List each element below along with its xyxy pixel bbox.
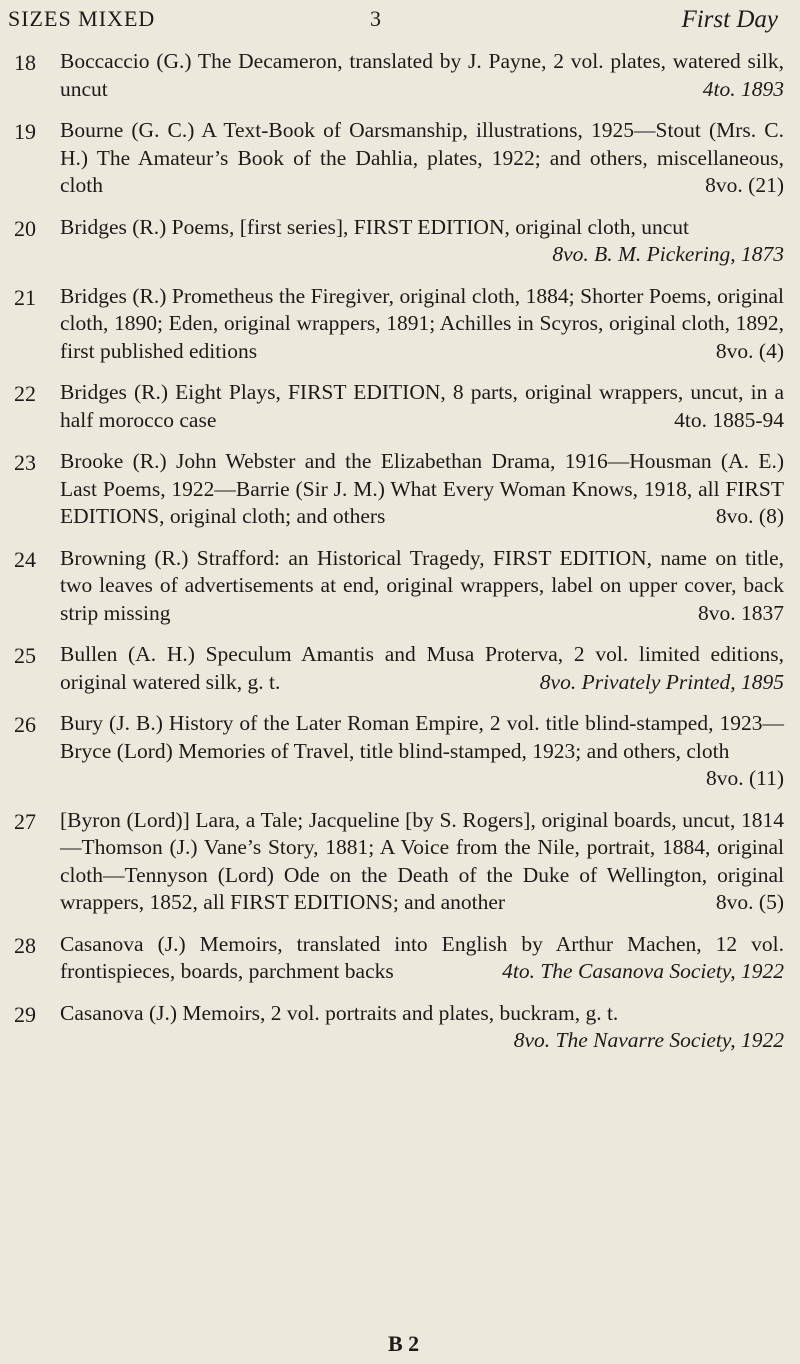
lot-text: Brooke (R.) John Webster and the Elizabethan Drama, 1916—Housman (A. E.) Last Poems, 1922—Barrie (Sir J. M.) What Every Woman Knows, 1918, all FIRST EDITIONS, original cloth; and others (60, 449, 784, 528)
lot-text: Bridges (R.) Poems, [first series], FIRST EDITION, original cloth, uncut (60, 214, 689, 239)
lot-entry (14, 807, 784, 917)
lot-format: 8vo. (8) (715, 504, 784, 528)
lot-description (60, 641, 784, 696)
lot-number: 18 (14, 50, 36, 75)
lot-text: Bury (J. B.) History of the Later Roman Empire, 2 vol. title blind-stamped, 1923—Bryce (Lord) Memories of Travel, title blind-stamped, 1923; and others, cloth (60, 711, 784, 763)
lot-description (60, 48, 784, 103)
lot-number: 24 (14, 546, 36, 572)
lot-description (60, 448, 784, 531)
lot-format: 8vo. (4) (715, 338, 784, 363)
lot-entry (14, 710, 784, 793)
lot-number: 29 (14, 1001, 36, 1027)
lot-text: Bourne (G. C.) A Text-Book of Oarsmanship, illustrations, 1925—Stout (Mrs. C. H.) The Amateur’s Book of the Dahlia, plates, 1922; and others, miscellaneous, cloth (60, 118, 784, 197)
lot-entry (14, 283, 784, 366)
lot-entry (14, 48, 784, 103)
lot-entry (14, 545, 784, 628)
lot-description (60, 283, 784, 366)
lot-number: 22 (14, 381, 36, 406)
lot-description (60, 807, 784, 917)
header-section-title: SIZES MIXED (8, 6, 156, 31)
lot-text: Casanova (J.) Memoirs, 2 vol. portraits and plates, buckram, g. t. (60, 1000, 619, 1025)
lot-number: 26 (14, 712, 36, 737)
lot-text: Bridges (R.) Prometheus the Firegiver, original cloth, 1884; Shorter Poems, original cloth, 1890; Eden, original wrappers, 1891; Achilles in Scyros, original cloth, 1892, first published editions (60, 283, 784, 363)
lot-format: 8vo. Privately Printed, 1895 (539, 669, 784, 694)
lot-entry (14, 931, 784, 986)
lot-description (60, 1000, 784, 1055)
header-sale-day: First Day (681, 6, 778, 33)
lot-format: 8vo. (5) (715, 890, 784, 914)
lot-description (60, 117, 784, 200)
lot-format: 8vo. (21) (705, 173, 784, 197)
lot-text: Bridges (R.) Eight Plays, FIRST EDITION, 8 parts, original wrappers, uncut, in a half morocco case (60, 380, 784, 432)
lot-entry (14, 214, 784, 269)
lot-text: [Byron (Lord)] Lara, a Tale; Jacqueline [by S. Rogers], original boards, uncut, 1814—Thomson (J.) Vane’s Story, 1881; A Voice from the Nile, portrait, 1884, original cloth—Tennyson (Lord) Ode on the Death of the Duke of Wellington, original wrappers, 1852, all FIRST EDITIONS; and another (60, 807, 784, 914)
lot-number: 27 (14, 808, 36, 834)
lot-description (60, 931, 784, 986)
lot-format: 8vo. (11) (705, 766, 784, 790)
lot-format: 8vo. 1837 (698, 600, 784, 625)
lot-list (14, 48, 784, 1069)
lot-number: 19 (14, 119, 36, 144)
lot-format: 8vo. B. M. Pickering, 1873 (552, 242, 784, 266)
lot-format: 4to. 1893 (702, 76, 784, 101)
lot-description (60, 710, 784, 793)
lot-text: Boccaccio (G.) The Decameron, translated by J. Payne, 2 vol. plates, watered silk, uncut (60, 49, 784, 101)
lot-number: 25 (14, 643, 36, 668)
lot-description (60, 545, 784, 628)
lot-text: Bullen (A. H.) Speculum Amantis and Musa Proterva, 2 vol. limited editions, original watered silk, g. t. (60, 642, 784, 694)
lot-text: Casanova (J.) Memoirs, translated into English by Arthur Machen, 12 vol. frontispieces, boards, parchment backs (60, 931, 784, 983)
page-header (8, 6, 778, 36)
lot-number: 21 (14, 284, 36, 310)
signature-mark: B 2 (388, 1331, 420, 1356)
lot-entry (14, 641, 784, 696)
lot-format: 8vo. The Navarre Society, 1922 (513, 1028, 784, 1052)
lot-number: 20 (14, 215, 36, 241)
lot-text: Browning (R.) Strafford: an Historical Tragedy, FIRST EDITION, name on title, two leaves of advertisements at end, original wrappers, label on upper cover, back strip missing (60, 545, 784, 625)
lot-number: 23 (14, 450, 36, 475)
header-page-number: 3 (370, 6, 381, 31)
lot-entry (14, 448, 784, 531)
lot-entry (14, 1000, 784, 1055)
lot-entry (14, 379, 784, 434)
lot-format: 4to. The Casanova Society, 1922 (502, 959, 784, 983)
lot-number: 28 (14, 932, 36, 958)
lot-format: 4to. 1885-94 (674, 407, 784, 432)
lot-entry (14, 117, 784, 200)
lot-description (60, 214, 784, 269)
lot-description (60, 379, 784, 434)
